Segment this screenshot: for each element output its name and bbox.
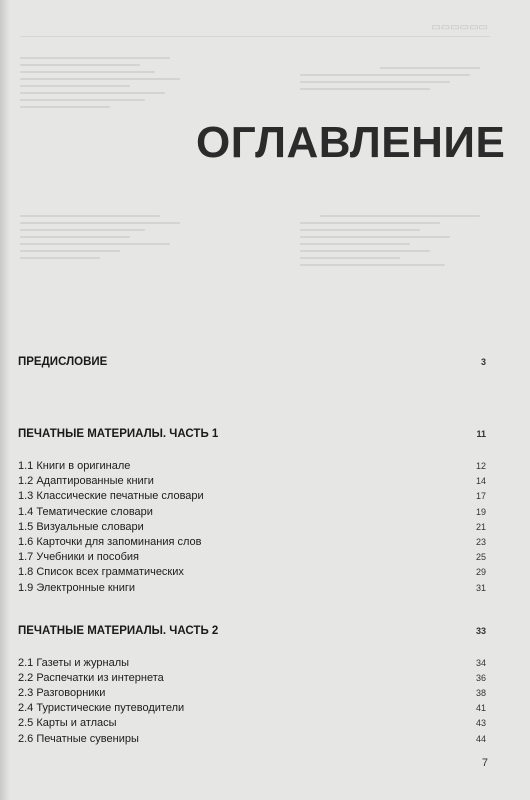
toc-heading-label: ПРЕДИСЛОВИЕ: [18, 356, 108, 368]
toc-item[interactable]: [18, 687, 486, 702]
toc-page-number: 25: [475, 552, 486, 563]
table-of-contents: [18, 356, 486, 748]
toc-item-label: 1.4 Тематические словари: [18, 505, 153, 518]
toc-page-number: 43: [475, 718, 486, 729]
toc-item-label: 1.1 Книги в оригинале: [18, 460, 131, 472]
toc-page-number: 14: [475, 476, 486, 487]
toc-item[interactable]: [18, 521, 486, 536]
toc-item[interactable]: [18, 551, 486, 566]
toc-page-number: 38: [475, 688, 486, 699]
toc-page-number: 41: [475, 703, 486, 714]
bleed-through-block: [300, 62, 490, 95]
bleed-through-rule: [20, 36, 490, 37]
toc-item-label: 1.7 Учебники и пособия: [18, 551, 140, 564]
bleed-through-header: ▭▭▭▭▭▭: [431, 22, 488, 33]
page-number: 7: [481, 757, 488, 769]
toc-page-number: 19: [475, 506, 486, 517]
toc-item-label: 2.5 Карты и атласы: [18, 717, 117, 730]
toc-item-label: 1.6 Карточки для запоминания слов: [18, 535, 202, 548]
toc-item[interactable]: [18, 733, 486, 748]
toc-page-number: 21: [475, 521, 486, 532]
toc-page-number: 31: [475, 582, 486, 593]
toc-item[interactable]: [18, 460, 486, 475]
toc-page-number: 36: [475, 672, 486, 683]
toc-item[interactable]: [18, 475, 486, 490]
toc-item[interactable]: [18, 566, 486, 581]
bleed-through-block: [300, 210, 490, 271]
toc-page-number: 44: [475, 733, 486, 744]
toc-item[interactable]: [18, 582, 486, 597]
toc-page-number: 23: [475, 536, 486, 547]
toc-item[interactable]: [18, 717, 486, 732]
toc-heading-label: ПЕЧАТНЫЕ МАТЕРИАЛЫ. ЧАСТЬ 2: [18, 624, 219, 637]
toc-item[interactable]: [18, 672, 486, 687]
toc-item-label: 2.1 Газеты и журналы: [18, 656, 130, 669]
toc-item-label: 2.4 Туристические путеводители: [18, 702, 185, 715]
toc-item-label: 1.2 Адаптированные книги: [18, 475, 154, 488]
toc-section-part2: [18, 625, 486, 748]
toc-page-number: 33: [475, 625, 486, 636]
toc-heading-label: ПЕЧАТНЫЕ МАТЕРИАЛЫ. ЧАСТЬ 1: [18, 428, 219, 440]
bleed-through-block: [20, 210, 190, 264]
toc-page-number: 12: [475, 461, 486, 471]
toc-page-number: 11: [476, 429, 486, 439]
page-spine-shadow: [0, 0, 10, 800]
toc-page-number: 29: [475, 567, 486, 578]
page-title: ОГЛАВЛЕНИЕ: [196, 118, 506, 167]
toc-item-label: 1.3 Классические печатные словари: [18, 490, 204, 503]
toc-item-label: 2.2 Распечатки из интернета: [18, 671, 164, 684]
toc-page-number: 17: [475, 491, 486, 502]
toc-page-number: 3: [480, 357, 486, 367]
toc-item[interactable]: [18, 536, 486, 551]
toc-item-label: 1.9 Электронные книги: [18, 581, 136, 594]
toc-item[interactable]: [18, 506, 486, 521]
toc-item-label: 1.8 Список всех грамматических: [18, 566, 184, 579]
bleed-through-block: [20, 52, 190, 113]
toc-item[interactable]: [18, 490, 486, 505]
toc-item[interactable]: [18, 657, 486, 672]
toc-heading-preface[interactable]: [18, 356, 486, 370]
toc-heading-part1[interactable]: [18, 428, 486, 442]
toc-item-label: 2.6 Печатные сувениры: [18, 732, 139, 745]
toc-page-number: 34: [475, 657, 486, 668]
toc-item[interactable]: [18, 702, 486, 717]
toc-item-label: 2.3 Разговорники: [18, 687, 106, 700]
toc-item-label: 1.5 Визуальные словари: [18, 520, 144, 533]
toc-heading-part2[interactable]: [18, 625, 486, 639]
toc-section-part1: [18, 428, 486, 597]
